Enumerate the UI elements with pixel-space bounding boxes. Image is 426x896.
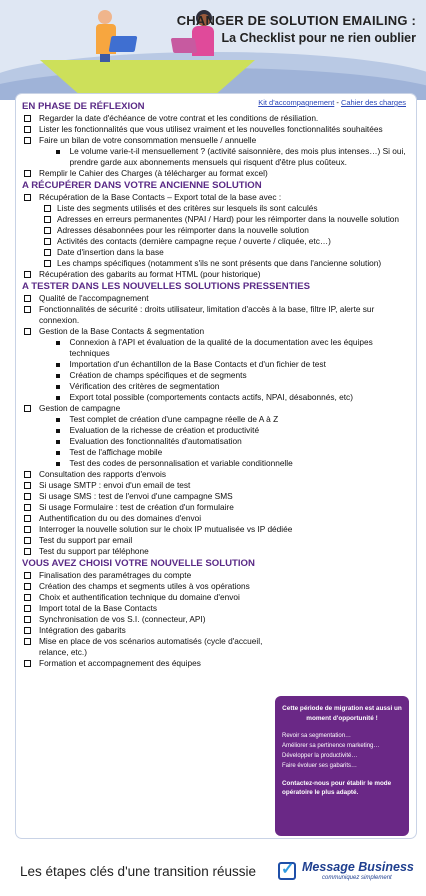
infobox-line: Développer la productivité… — [282, 753, 358, 759]
page-title: CHANGER DE SOLUTION EMAILING : — [176, 13, 416, 28]
infobox-line: Améliorer sa pertinence marketing… — [282, 743, 380, 749]
bullet-item: Evaluation de la richesse de création et productivité — [22, 425, 414, 436]
checklist-item[interactable]: Mise en place de vos scénarios automatisés (cycle d'accueil, relance, etc.) — [22, 636, 284, 658]
kit-link[interactable]: Kit d'accompagnement — [258, 98, 335, 107]
bullet-item: Export total possible (comportements contacts actifs, NPAI, désabonnés, etc) — [22, 392, 414, 403]
bullet-item: Importation d'un échantillon de la Base Contacts et d'un fichier de test — [22, 359, 414, 370]
header-illustration — [0, 0, 426, 100]
bullet-icon — [56, 462, 60, 466]
section-heading-choisi: VOUS AVEZ CHOISI VOTRE NOUVELLE SOLUTION — [22, 558, 255, 569]
bullet-item: Vérification des critères de segmentation — [22, 381, 414, 392]
checkbox-icon[interactable] — [24, 583, 31, 590]
check-icon: ✓ — [281, 861, 295, 878]
opportunity-infobox — [275, 696, 409, 836]
bullet-item: Création de champs spécifiques et de segments — [22, 370, 414, 381]
section-heading-recuperer: A RÉCUPÉRER DANS VOTRE ANCIENNE SOLUTION — [22, 180, 262, 191]
checkbox-icon[interactable] — [44, 227, 51, 234]
checkbox-icon[interactable] — [24, 638, 31, 645]
checklist-subitem[interactable]: Adresses désabonnées pour les réimporter dans la nouvelle solution — [22, 225, 414, 236]
bullet-icon — [56, 440, 60, 444]
checkbox-icon[interactable] — [24, 471, 31, 478]
brand-tagline: communiquez simplement — [322, 875, 392, 881]
checkbox-icon[interactable] — [24, 526, 31, 533]
bullet-item: Test des codes de personnalisation et variable conditionnelle — [22, 458, 414, 469]
checklist-item[interactable]: Fonctionnalités de sécurité : droits utilisateur, limitation d'accès à la base, filtre IP, alerte sur connexion. — [22, 304, 414, 326]
checklist-item[interactable]: Récupération des gabarits au format HTML (pour historique) — [22, 269, 414, 280]
checkbox-icon[interactable] — [24, 271, 31, 278]
checkbox-icon[interactable] — [24, 537, 31, 544]
infobox-title: Cette période de migration est aussi un moment d'opportunité ! — [282, 705, 402, 722]
bullet-icon — [56, 451, 60, 455]
bullet-icon — [56, 385, 60, 389]
page-subtitle: La Checklist pour ne rien oublier — [221, 31, 416, 45]
checklist-item[interactable]: Si usage SMS : test de l'envoi d'une campagne SMS — [22, 491, 414, 502]
checkbox-icon[interactable] — [24, 405, 31, 412]
checklist-item[interactable]: Remplir le Cahier des Charges (à télécharger au format excel) — [22, 168, 414, 179]
checkbox-icon[interactable] — [24, 328, 31, 335]
checkbox-icon[interactable] — [24, 482, 31, 489]
checklist-item[interactable]: Si usage SMTP : envoi d'un email de test — [22, 480, 414, 491]
checkbox-icon[interactable] — [24, 493, 31, 500]
checklist-item[interactable]: Récupération de la Base Contacts – Export total de la base avec : — [22, 192, 414, 203]
person-laptop-illustration — [86, 2, 146, 62]
checkbox-icon[interactable] — [44, 260, 51, 267]
checklist-item[interactable]: Authentification du ou des domaines d'envoi — [22, 513, 414, 524]
infobox-line: Revoir sa segmentation… — [282, 733, 352, 739]
bullet-icon — [56, 429, 60, 433]
checkbox-icon[interactable] — [24, 605, 31, 612]
checkbox-icon[interactable] — [24, 126, 31, 133]
section-heading-reflexion: EN PHASE DE RÉFLEXION — [22, 101, 145, 112]
bullet-item: Connexion à l'API et évaluation de la qualité de la documentation avec les équipes techniques — [22, 337, 414, 359]
checklist-item[interactable]: Interroger la nouvelle solution sur le choix IP mutualisée vs IP dédiée — [22, 524, 414, 535]
checklist-item[interactable]: Test du support par email — [22, 535, 414, 546]
checkbox-icon[interactable] — [24, 515, 31, 522]
checklist-item[interactable]: Faire un bilan de votre consommation mensuelle / annuelle — [22, 135, 414, 146]
bullet-item: Test complet de création d'une campagne réelle de A à Z — [22, 414, 414, 425]
infobox-line: Faire évoluer ses gabarits… — [282, 763, 358, 769]
checkbox-icon[interactable] — [24, 504, 31, 511]
bullet-item: Test de l'affichage mobile — [22, 447, 414, 458]
checklist-item[interactable]: Finalisation des paramétrages du compte — [22, 570, 284, 581]
checklist-item[interactable]: Test du support par téléphone — [22, 546, 414, 557]
checklist-item[interactable]: Gestion de campagne — [22, 403, 414, 414]
checkbox-icon[interactable] — [24, 306, 31, 313]
checkbox-icon[interactable] — [24, 616, 31, 623]
bullet-icon — [56, 150, 60, 154]
checklist-content — [22, 100, 414, 669]
bullet-item: Le volume varie-t-il mensuellement ? (activité saisonnière, des mois plus intenses…) Si oui, prendre garde aux abonnements mensuels qui risquent d'être plus coûteux. — [22, 146, 414, 168]
footer-tagline: Les étapes clés d'une transition réussie — [20, 864, 256, 879]
checkbox-icon[interactable] — [24, 115, 31, 122]
checkbox-icon[interactable] — [24, 548, 31, 555]
checklist-item[interactable]: Intégration des gabarits — [22, 625, 284, 636]
checkbox-icon[interactable] — [24, 572, 31, 579]
bullet-icon — [56, 418, 60, 422]
checkbox-icon[interactable] — [24, 627, 31, 634]
checklist-item[interactable]: Import total de la Base Contacts — [22, 603, 284, 614]
checklist-item[interactable]: Création des champs et segments utiles à vos opérations — [22, 581, 284, 592]
infobox-cta[interactable]: Contactez-nous pour établir le mode opératoire le plus adapté. — [282, 780, 392, 796]
checklist-item[interactable]: Lister les fonctionnalités que vous utilisez vraiment et les nouvelles fonctionnalités souhaitées — [22, 124, 414, 135]
brand-name: Message Business — [302, 860, 414, 874]
checklist-item[interactable]: Gestion de la Base Contacts & segmentation — [22, 326, 414, 337]
footer — [0, 846, 426, 896]
checkbox-icon[interactable] — [24, 295, 31, 302]
bullet-icon — [56, 341, 60, 345]
checkbox-icon[interactable] — [24, 194, 31, 201]
final-checklist — [22, 570, 284, 669]
checklist-item[interactable]: Qualité de l'accompagnement — [22, 293, 414, 304]
bullet-item: Evaluation des fonctionnalités d'automatisation — [22, 436, 414, 447]
checkbox-icon[interactable] — [24, 170, 31, 177]
checkbox-icon[interactable] — [44, 249, 51, 256]
checkbox-icon[interactable] — [24, 594, 31, 601]
bullet-icon — [56, 396, 60, 400]
checklist-subitem[interactable]: Date d'insertion dans la base — [22, 247, 414, 258]
checkbox-icon[interactable] — [44, 205, 51, 212]
cahier-link[interactable]: Cahier des charges — [340, 98, 406, 107]
checklist-item[interactable]: Regarder la date d'échéance de votre contrat et les conditions de résiliation. — [22, 113, 414, 124]
checkbox-icon[interactable] — [24, 660, 31, 667]
checklist-subitem[interactable]: Les champs spécifiques (notamment s'ils ne sont présents que dans l'ancienne solution) — [22, 258, 414, 269]
bullet-icon — [56, 374, 60, 378]
checkbox-icon[interactable] — [44, 238, 51, 245]
checkbox-icon[interactable] — [24, 137, 31, 144]
link-separator: - — [334, 98, 341, 107]
checklist-item[interactable]: Synchronisation de vos S.I. (connecteur, API) — [22, 614, 284, 625]
section-heading-tester: A TESTER DANS LES NOUVELLES SOLUTIONS PRESSENTIES — [22, 281, 311, 292]
checkbox-icon[interactable] — [44, 216, 51, 223]
checklist-subitem[interactable]: Activités des contacts (dernière campagne reçue / ouverte / cliquée, etc…) — [22, 236, 414, 247]
checklist-item[interactable]: Formation et accompagnement des équipes — [22, 658, 284, 669]
checklist-subitem[interactable]: Liste des segments utilisés et des critères sur lesquels ils sont calculés — [22, 203, 414, 214]
checklist-item[interactable]: Si usage Formulaire : test de création d'un formulaire — [22, 502, 414, 513]
checklist-item[interactable]: Choix et authentification technique du domaine d'envoi — [22, 592, 284, 603]
checklist-subitem[interactable]: Adresses en erreurs permanentes (NPAI / Hard) pour les réimporter dans la nouvelle solution — [22, 214, 414, 225]
bullet-icon — [56, 363, 60, 367]
checklist-item[interactable]: Consultation des rapports d'envois — [22, 469, 414, 480]
